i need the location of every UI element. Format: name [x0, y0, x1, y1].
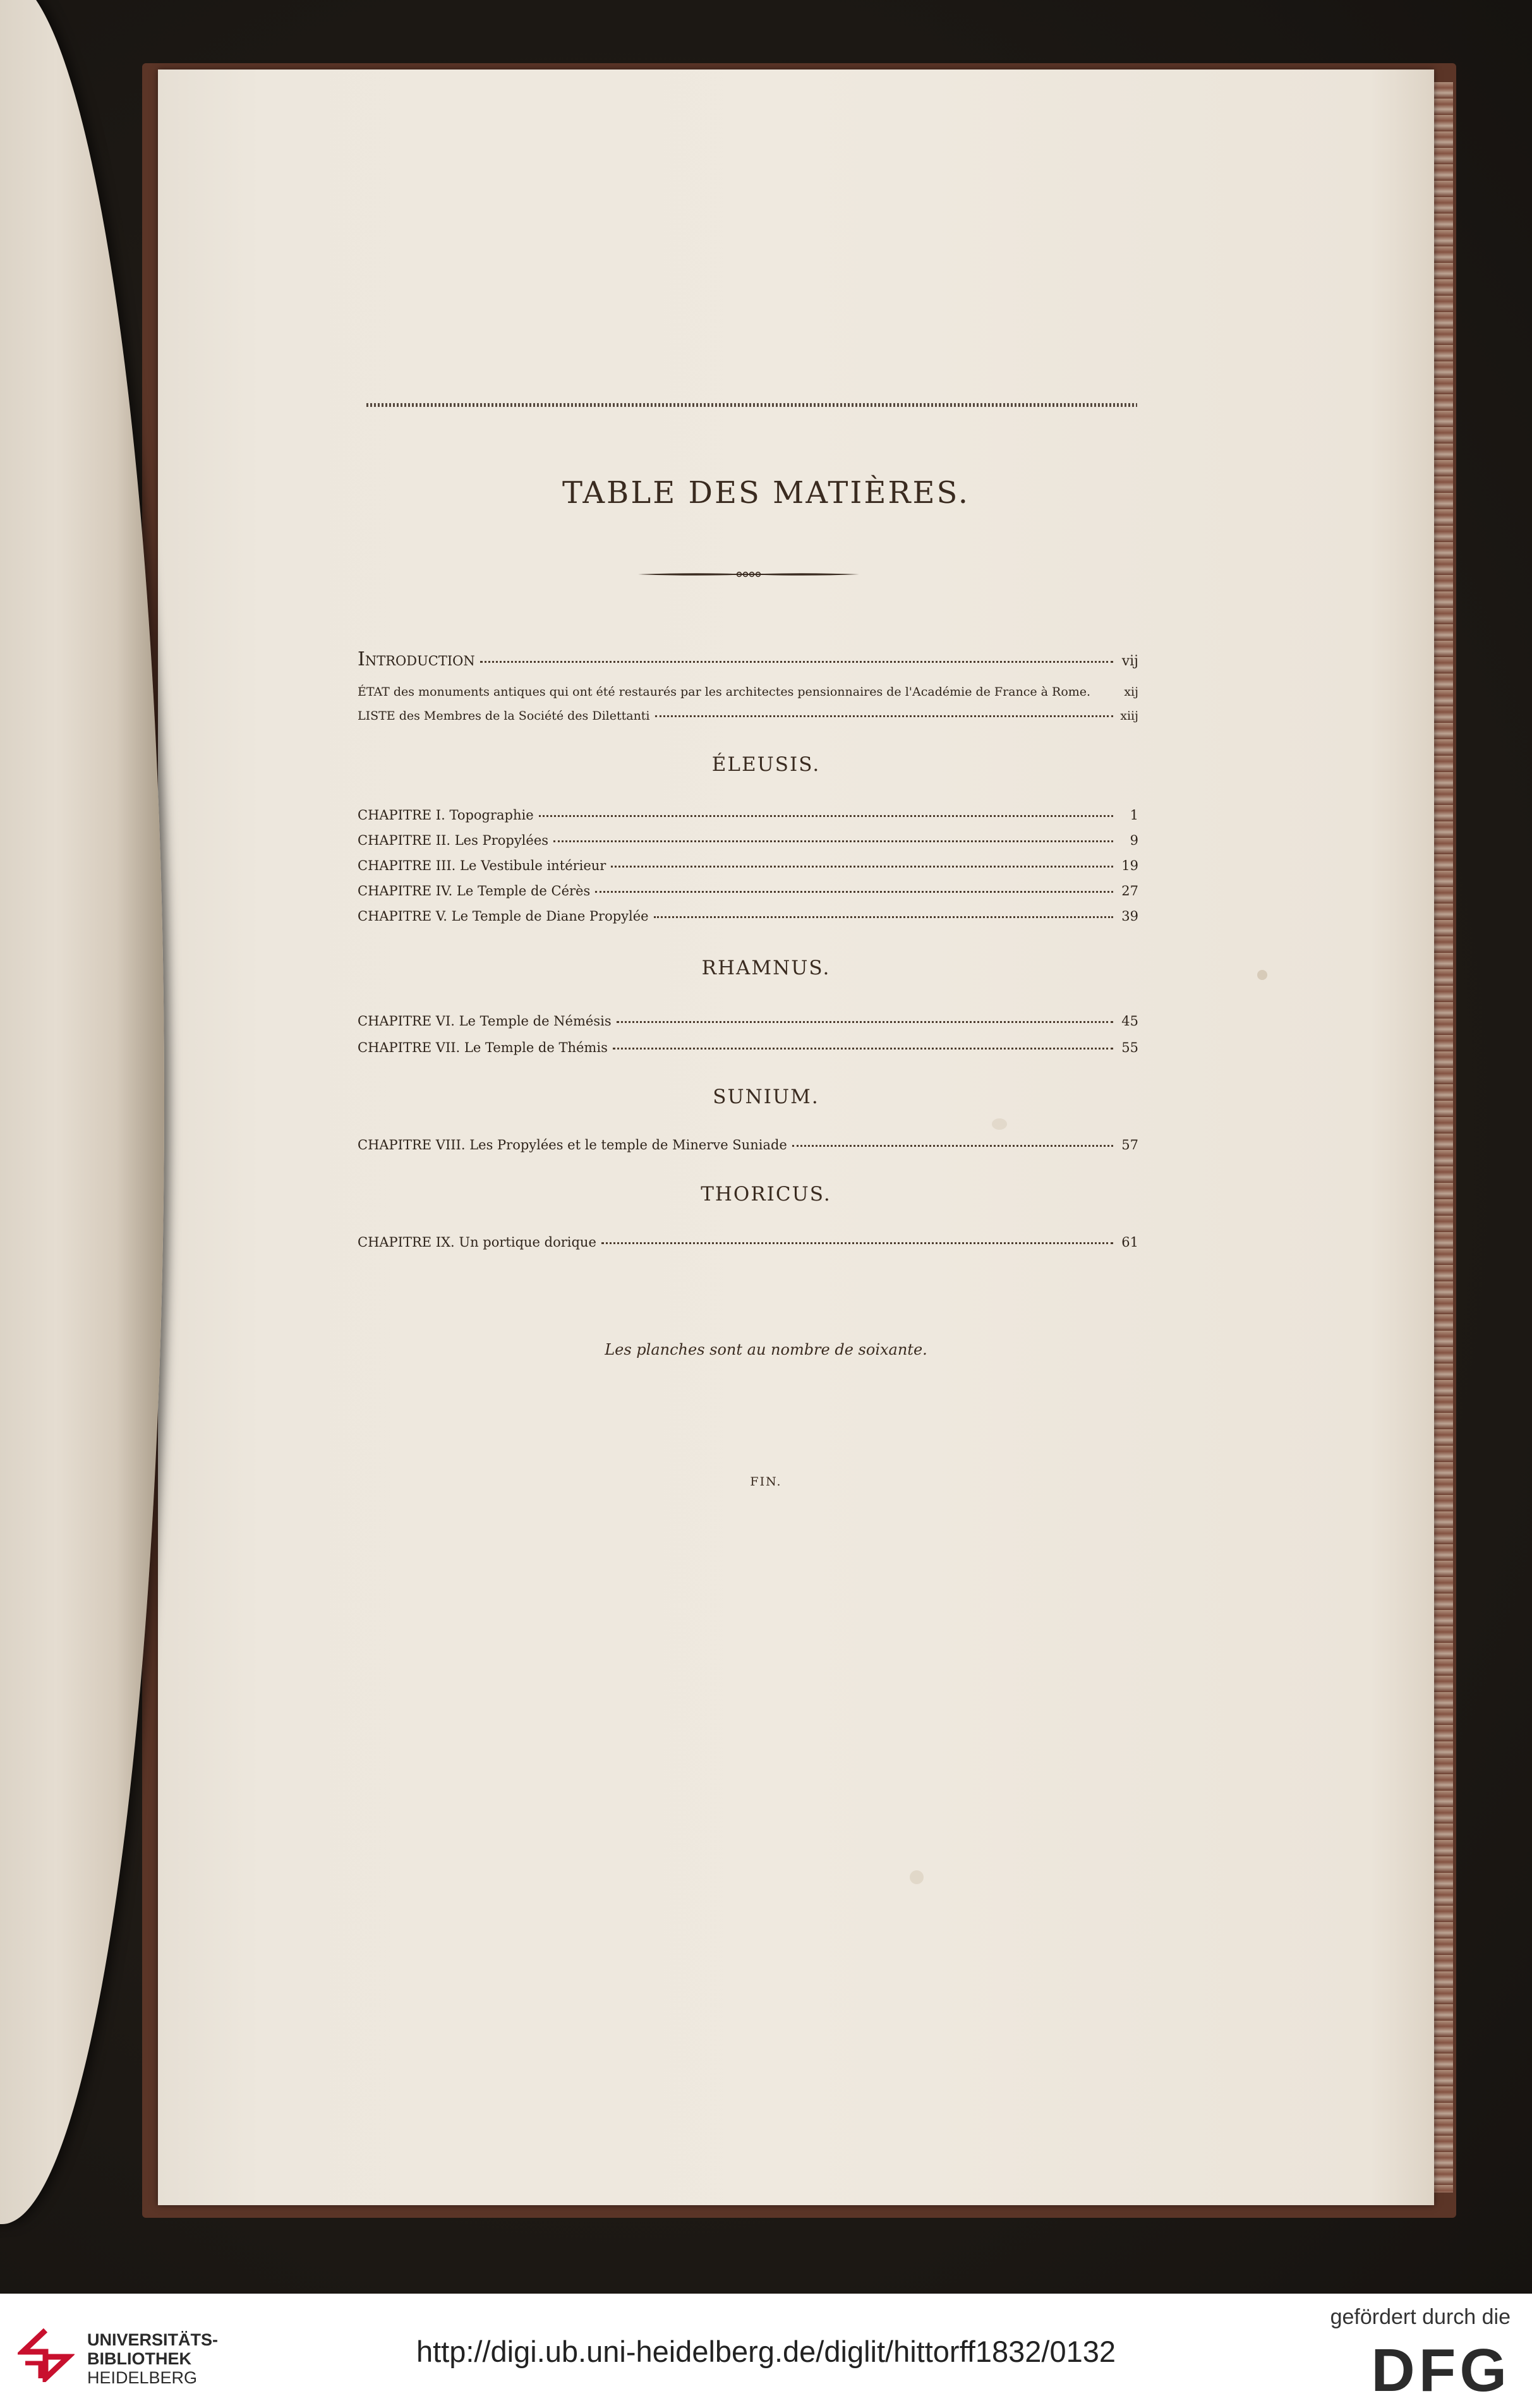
toc-entry-chapter	[358, 1013, 1138, 1029]
dot-leader	[654, 916, 1113, 918]
toc-entry-chapter	[358, 909, 1138, 924]
dot-leader	[613, 1048, 1113, 1050]
toc-entry-label: CHAPITRE III. Le Vestibule intérieur	[358, 858, 606, 873]
plates-note: Les planches sont au nombre de soixante.	[605, 1341, 927, 1358]
toc-entry-page: 19	[1121, 858, 1138, 873]
section-heading-eleusis: ÉLEUSIS.	[711, 753, 821, 776]
section-heading-rhamnus: RHAMNUS.	[701, 957, 831, 979]
toc-entry-page: 39	[1121, 909, 1138, 924]
toc-entry-page: 55	[1121, 1040, 1138, 1055]
toc-entry-label: CHAPITRE II. Les Propylées	[358, 833, 549, 848]
toc-entry-etat	[358, 685, 1138, 699]
permalink-url[interactable]: http://digi.ub.uni-heidelberg.de/diglit/hittorff1832/0132	[416, 2335, 1116, 2368]
toc-entry-page: xiij	[1120, 709, 1138, 723]
toc-entry-label: CHAPITRE I. Topographie	[358, 808, 534, 823]
end-mark: FIN.	[750, 1475, 782, 1489]
toc-entry-label: CHAPITRE VI. Le Temple de Némésis	[358, 1013, 612, 1029]
dot-leader	[553, 840, 1113, 842]
toc-entry-label: CHAPITRE V. Le Temple de Diane Propylée	[358, 909, 649, 924]
toc-entry-page: 9	[1130, 833, 1138, 848]
dot-leader	[617, 1021, 1113, 1023]
toc-entry-label: ÉTAT des monuments antiques qui ont été restaurés par les architectes pensionnaires de l'Académie de France à Rome.	[358, 685, 1091, 699]
toc-entry-label: Introduction	[358, 648, 475, 670]
toc-entry-chapter	[358, 1040, 1138, 1055]
paper-foxing-spot	[992, 1118, 1007, 1130]
dot-leader	[539, 815, 1113, 817]
toc-entry-page: vij	[1121, 653, 1138, 669]
viewer-footer	[0, 2294, 1532, 2408]
toc-entry-label: LISTE des Membres de la Société des Dilettanti	[358, 709, 650, 723]
dot-leader	[601, 1242, 1113, 1244]
toc-entry-page: 57	[1121, 1137, 1138, 1153]
dot-leader	[655, 715, 1113, 717]
dot-leader	[480, 661, 1113, 663]
toc-entry-label: CHAPITRE IV. Le Temple de Cérès	[358, 883, 591, 898]
toc-entry-page: 61	[1121, 1235, 1138, 1250]
toc-entry-label: CHAPITRE VIII. Les Propylées et le temple de Minerve Suniade	[358, 1137, 787, 1153]
paper-foxing-spot	[910, 1870, 924, 1884]
toc-entry-label: CHAPITRE IX. Un portique dorique	[358, 1235, 596, 1250]
institution-line: BIBLIOTHEK	[87, 2349, 191, 2368]
paper-foxing-spot	[1257, 970, 1267, 980]
toc-entry-chapter	[358, 858, 1138, 873]
section-heading-thoricus: THORICUS.	[701, 1183, 831, 1206]
toc-entry-page: 27	[1121, 883, 1138, 898]
toc-entry-chapter	[358, 1235, 1138, 1250]
toc-entry-liste	[358, 709, 1138, 723]
dfg-logo: DFG	[1371, 2337, 1511, 2404]
toc-entry-page: 45	[1121, 1013, 1138, 1029]
institution-line: UNIVERSITÄTS-	[87, 2330, 219, 2349]
toc-entry-chapter	[358, 1137, 1138, 1153]
toc-entry-chapter	[358, 808, 1138, 823]
page-title: TABLE DES MATIÈRES.	[562, 475, 970, 511]
institution-line: HEIDELBERG	[87, 2368, 198, 2387]
toc-entry-introduction	[358, 648, 1138, 670]
section-heading-sunium: SUNIUM.	[713, 1086, 819, 1108]
dot-leader	[595, 891, 1113, 893]
toc-entry-label: CHAPITRE VII. Le Temple de Thémis	[358, 1040, 608, 1055]
dot-leader	[792, 1145, 1113, 1147]
decorative-rule	[366, 403, 1137, 407]
ornament-divider	[638, 567, 859, 581]
toc-entry-page: xij	[1124, 685, 1138, 699]
toc-entry-page: 1	[1130, 808, 1138, 823]
dot-leader	[611, 866, 1113, 868]
toc-entry-chapter	[358, 883, 1138, 898]
funding-label: gefördert durch die	[1330, 2305, 1511, 2329]
toc-entry-chapter	[358, 833, 1138, 848]
